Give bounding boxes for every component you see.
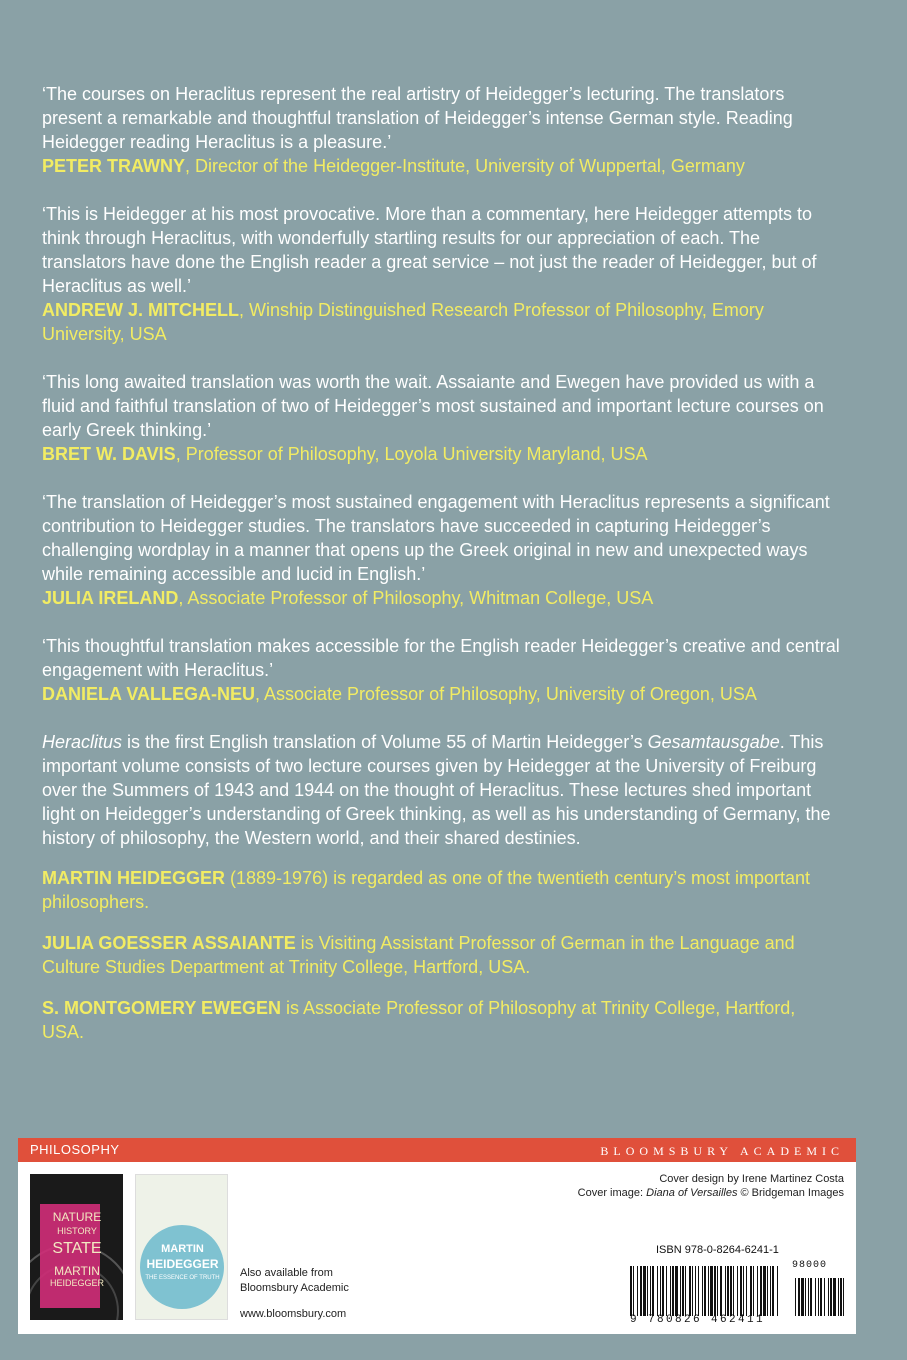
barcode-bar — [798, 1278, 800, 1316]
book2-author-last: HEIDEGGER — [146, 1257, 219, 1271]
barcode-bar — [740, 1266, 742, 1316]
barcode-bar — [650, 1266, 651, 1316]
barcode-bar — [657, 1266, 658, 1316]
cover-image-title: Diana of Versailles — [646, 1187, 738, 1199]
barcode-bar — [643, 1266, 646, 1316]
quote-text: ‘This is Heidegger at his most provocative. More than a commentary, here Heidegger attempts to think through Heraclitus, with wonderfully startling results for our appreciation of each. The translators have done the English reader a great service – not just the reader of Heidegger, but of Heraclitus as well.’ — [42, 204, 817, 296]
barcode-bar — [808, 1278, 809, 1316]
quote-affiliation: , Associate Professor of Philosophy, University of Oregon, USA — [255, 684, 757, 704]
publisher-website[interactable]: www.bloomsbury.com — [240, 1308, 347, 1320]
barcode-bar — [685, 1266, 686, 1316]
cover-image-label: Cover image: — [577, 1187, 647, 1199]
work-title: Gesamtausgabe — [647, 732, 780, 752]
barcode-bar — [710, 1266, 713, 1316]
isbn-label: ISBN 978-0-8264-6241-1 — [656, 1244, 779, 1256]
description-text: . This important volume consists of two lecture courses given by Heidegger at the University of Freiburg over the Summers of 1943 and 1944 on the thought of Heraclitus. These lectures shed important light on Heidegger’s understanding of Greek thinking, as well as his understanding of Germany, the history of philosophy, the Western world, and their shared destinies. — [42, 732, 831, 848]
barcode-bar — [670, 1266, 671, 1316]
barcode-bar — [695, 1266, 696, 1316]
barcode-bar — [680, 1266, 681, 1316]
quote-author: PETER TRAWNY — [42, 156, 186, 176]
barcode-bar — [830, 1278, 832, 1316]
barcode-bar — [743, 1266, 744, 1316]
barcode-bar — [682, 1266, 684, 1316]
book1-author-line: HEIDEGGER — [49, 1278, 104, 1288]
barcode-bar — [717, 1266, 718, 1316]
author-bio — [42, 866, 842, 914]
barcode-bar — [810, 1278, 812, 1316]
cover-image-source: © Bridgeman Images — [737, 1187, 844, 1199]
barcode-bar — [698, 1266, 699, 1316]
barcode-bar — [652, 1266, 654, 1316]
barcode-bar — [637, 1266, 638, 1316]
publisher-logo-text: BLOOMSBURY ACADEMIC — [600, 1144, 844, 1158]
cover-credits — [578, 1172, 844, 1200]
barcode-bar — [692, 1266, 693, 1316]
barcode-bar — [647, 1266, 648, 1316]
barcode-bar — [746, 1266, 747, 1316]
book1-title-line: NATURE — [52, 1210, 102, 1224]
quote-author: BRET W. DAVIS — [42, 444, 176, 464]
barcode-bar — [727, 1266, 729, 1316]
translator-bio — [42, 931, 842, 979]
book2-title: THE ESSENCE OF TRUTH — [145, 1275, 220, 1281]
barcode-bar — [818, 1278, 819, 1316]
endorsement-quote — [42, 82, 842, 178]
barcode-bar — [675, 1266, 678, 1316]
quote-affiliation: , Professor of Philosophy, Loyola University Maryland, USA — [175, 444, 648, 464]
barcode-bar — [714, 1266, 716, 1316]
barcode-bar — [763, 1266, 766, 1316]
quote-text: ‘This thoughtful translation makes accessible for the English reader Heidegger’s creative and central engagement with Heraclitus.’ — [42, 636, 840, 680]
barcode-bar — [801, 1278, 804, 1316]
barcode-bar — [760, 1266, 762, 1316]
bio-text: is Associate Professor of Philosophy at Trinity College, Hartford, USA. — [42, 998, 796, 1042]
bio-text: (1889-1976) is regarded as one of the twentieth century’s most important philosophers. — [42, 868, 811, 912]
barcode-bar — [767, 1266, 768, 1316]
quote-attribution — [42, 586, 842, 610]
quote-attribution — [42, 298, 842, 346]
barcode-bar — [820, 1278, 822, 1316]
also-available-text — [240, 1266, 349, 1296]
endorsement-quote — [42, 490, 842, 610]
barcode-bar — [843, 1278, 844, 1316]
book2-author-first: MARTIN — [161, 1243, 204, 1255]
description-text: is the first English translation of Volume 55 of Martin Heidegger’s — [122, 732, 648, 752]
barcode-bar — [840, 1278, 842, 1316]
quote-text: ‘The translation of Heidegger’s most sustained engagement with Heraclitus represents a significant contribution to Heidegger studies. The translators have succeeded in capturing Heidegger’s challenging wordplay in a manner that opens up the Greek original in new and unexpected ways while remaining accessible and lucid in English.’ — [42, 492, 830, 584]
also-available-line: Bloomsbury Academic — [240, 1282, 349, 1294]
barcode-bar — [777, 1266, 778, 1316]
barcode-bar — [633, 1266, 634, 1316]
quote-affiliation: , Associate Professor of Philosophy, Whitman College, USA — [178, 588, 654, 608]
book-title: Heraclitus — [42, 732, 123, 752]
quote-affiliation: , Director of the Heidegger-Institute, University of Wuppertal, Germany — [185, 156, 745, 176]
barcode-bar — [824, 1278, 825, 1316]
quote-author: DANIELA VALLEGA-NEU — [42, 684, 255, 704]
bio-name: S. MONTGOMERY EWEGEN — [42, 998, 282, 1018]
cover-image-credit — [578, 1186, 844, 1200]
barcode-bar — [838, 1278, 839, 1316]
barcode-bar — [672, 1266, 674, 1316]
quote-attribution — [42, 442, 842, 466]
endorsement-quote — [42, 202, 842, 346]
quote-text: ‘This long awaited translation was worth the wait. Assaiante and Ewegen have provided us with a fluid and faithful translation of two of Heidegger’s most sustained and important lecture courses on early Greek thinking.’ — [42, 372, 824, 440]
also-available-line: Also available from — [240, 1267, 333, 1279]
category-label: PHILOSOPHY — [30, 1142, 120, 1157]
barcode-number: 9 780826 462411 — [630, 1314, 766, 1326]
barcode-bar — [704, 1266, 706, 1316]
barcode-bar — [815, 1278, 816, 1316]
translator-bio — [42, 996, 842, 1044]
barcode-bar — [772, 1266, 774, 1316]
quote-affiliation: , Winship Distinguished Research Professor of Philosophy, Emory University, USA — [42, 300, 764, 344]
barcode-bar — [660, 1266, 661, 1316]
barcode-bar — [720, 1266, 722, 1316]
barcode-bar — [770, 1266, 771, 1316]
barcode-bar — [630, 1266, 632, 1316]
category-bar — [18, 1138, 856, 1162]
barcode-bar — [730, 1266, 732, 1316]
quote-attribution — [42, 154, 842, 178]
barcode-bar — [750, 1266, 752, 1316]
barcode-bar — [757, 1266, 758, 1316]
publisher-panel — [18, 1138, 856, 1334]
book1-title-line: STATE — [52, 1240, 102, 1257]
related-book-cover-1 — [30, 1174, 123, 1320]
barcode-bar — [833, 1278, 836, 1316]
price-code: 98000 — [792, 1260, 828, 1271]
endorsements — [42, 82, 842, 706]
endorsement-quote — [42, 370, 842, 466]
bio-name: JULIA GOESSER ASSAIANTE — [42, 933, 296, 953]
barcode-bar — [828, 1278, 829, 1316]
barcode-bar — [708, 1266, 709, 1316]
endorsement-quote — [42, 634, 842, 706]
barcode-bar — [662, 1266, 664, 1316]
barcode-bar — [753, 1266, 754, 1316]
barcode-bar — [737, 1266, 738, 1316]
related-book-cover-2 — [135, 1174, 228, 1320]
quote-author: ANDREW J. MITCHELL — [42, 300, 239, 320]
barcode-bar — [689, 1266, 691, 1316]
barcode-bar — [795, 1278, 796, 1316]
barcode-bar — [725, 1266, 726, 1316]
barcode-bar — [640, 1266, 642, 1316]
book1-author-line: MARTIN — [54, 1264, 100, 1278]
bio-name: MARTIN HEIDEGGER — [42, 868, 226, 888]
barcode-bar — [733, 1266, 734, 1316]
quote-attribution — [42, 682, 842, 706]
book-description — [42, 730, 842, 850]
barcode — [630, 1266, 844, 1316]
barcode-bar — [666, 1266, 667, 1316]
quote-author: JULIA IRELAND — [42, 588, 179, 608]
cover-design-credit: Cover design by Irene Martinez Costa — [659, 1173, 844, 1185]
quote-text: ‘The courses on Heraclitus represent the real artistry of Heidegger’s lecturing. The translators present a remarkable and thoughtful translation of Heidegger’s intense German style. Reading Heidegger reading Heraclitus is a pleasure.’ — [42, 84, 793, 152]
cover-text — [42, 82, 842, 1061]
barcode-bar — [805, 1278, 806, 1316]
book1-title-line: HISTORY — [57, 1226, 97, 1236]
bio-text: is Visiting Assistant Professor of German in the Language and Culture Studies Department at Trinity College, Hartford, USA. — [42, 933, 795, 977]
barcode-bar — [702, 1266, 703, 1316]
